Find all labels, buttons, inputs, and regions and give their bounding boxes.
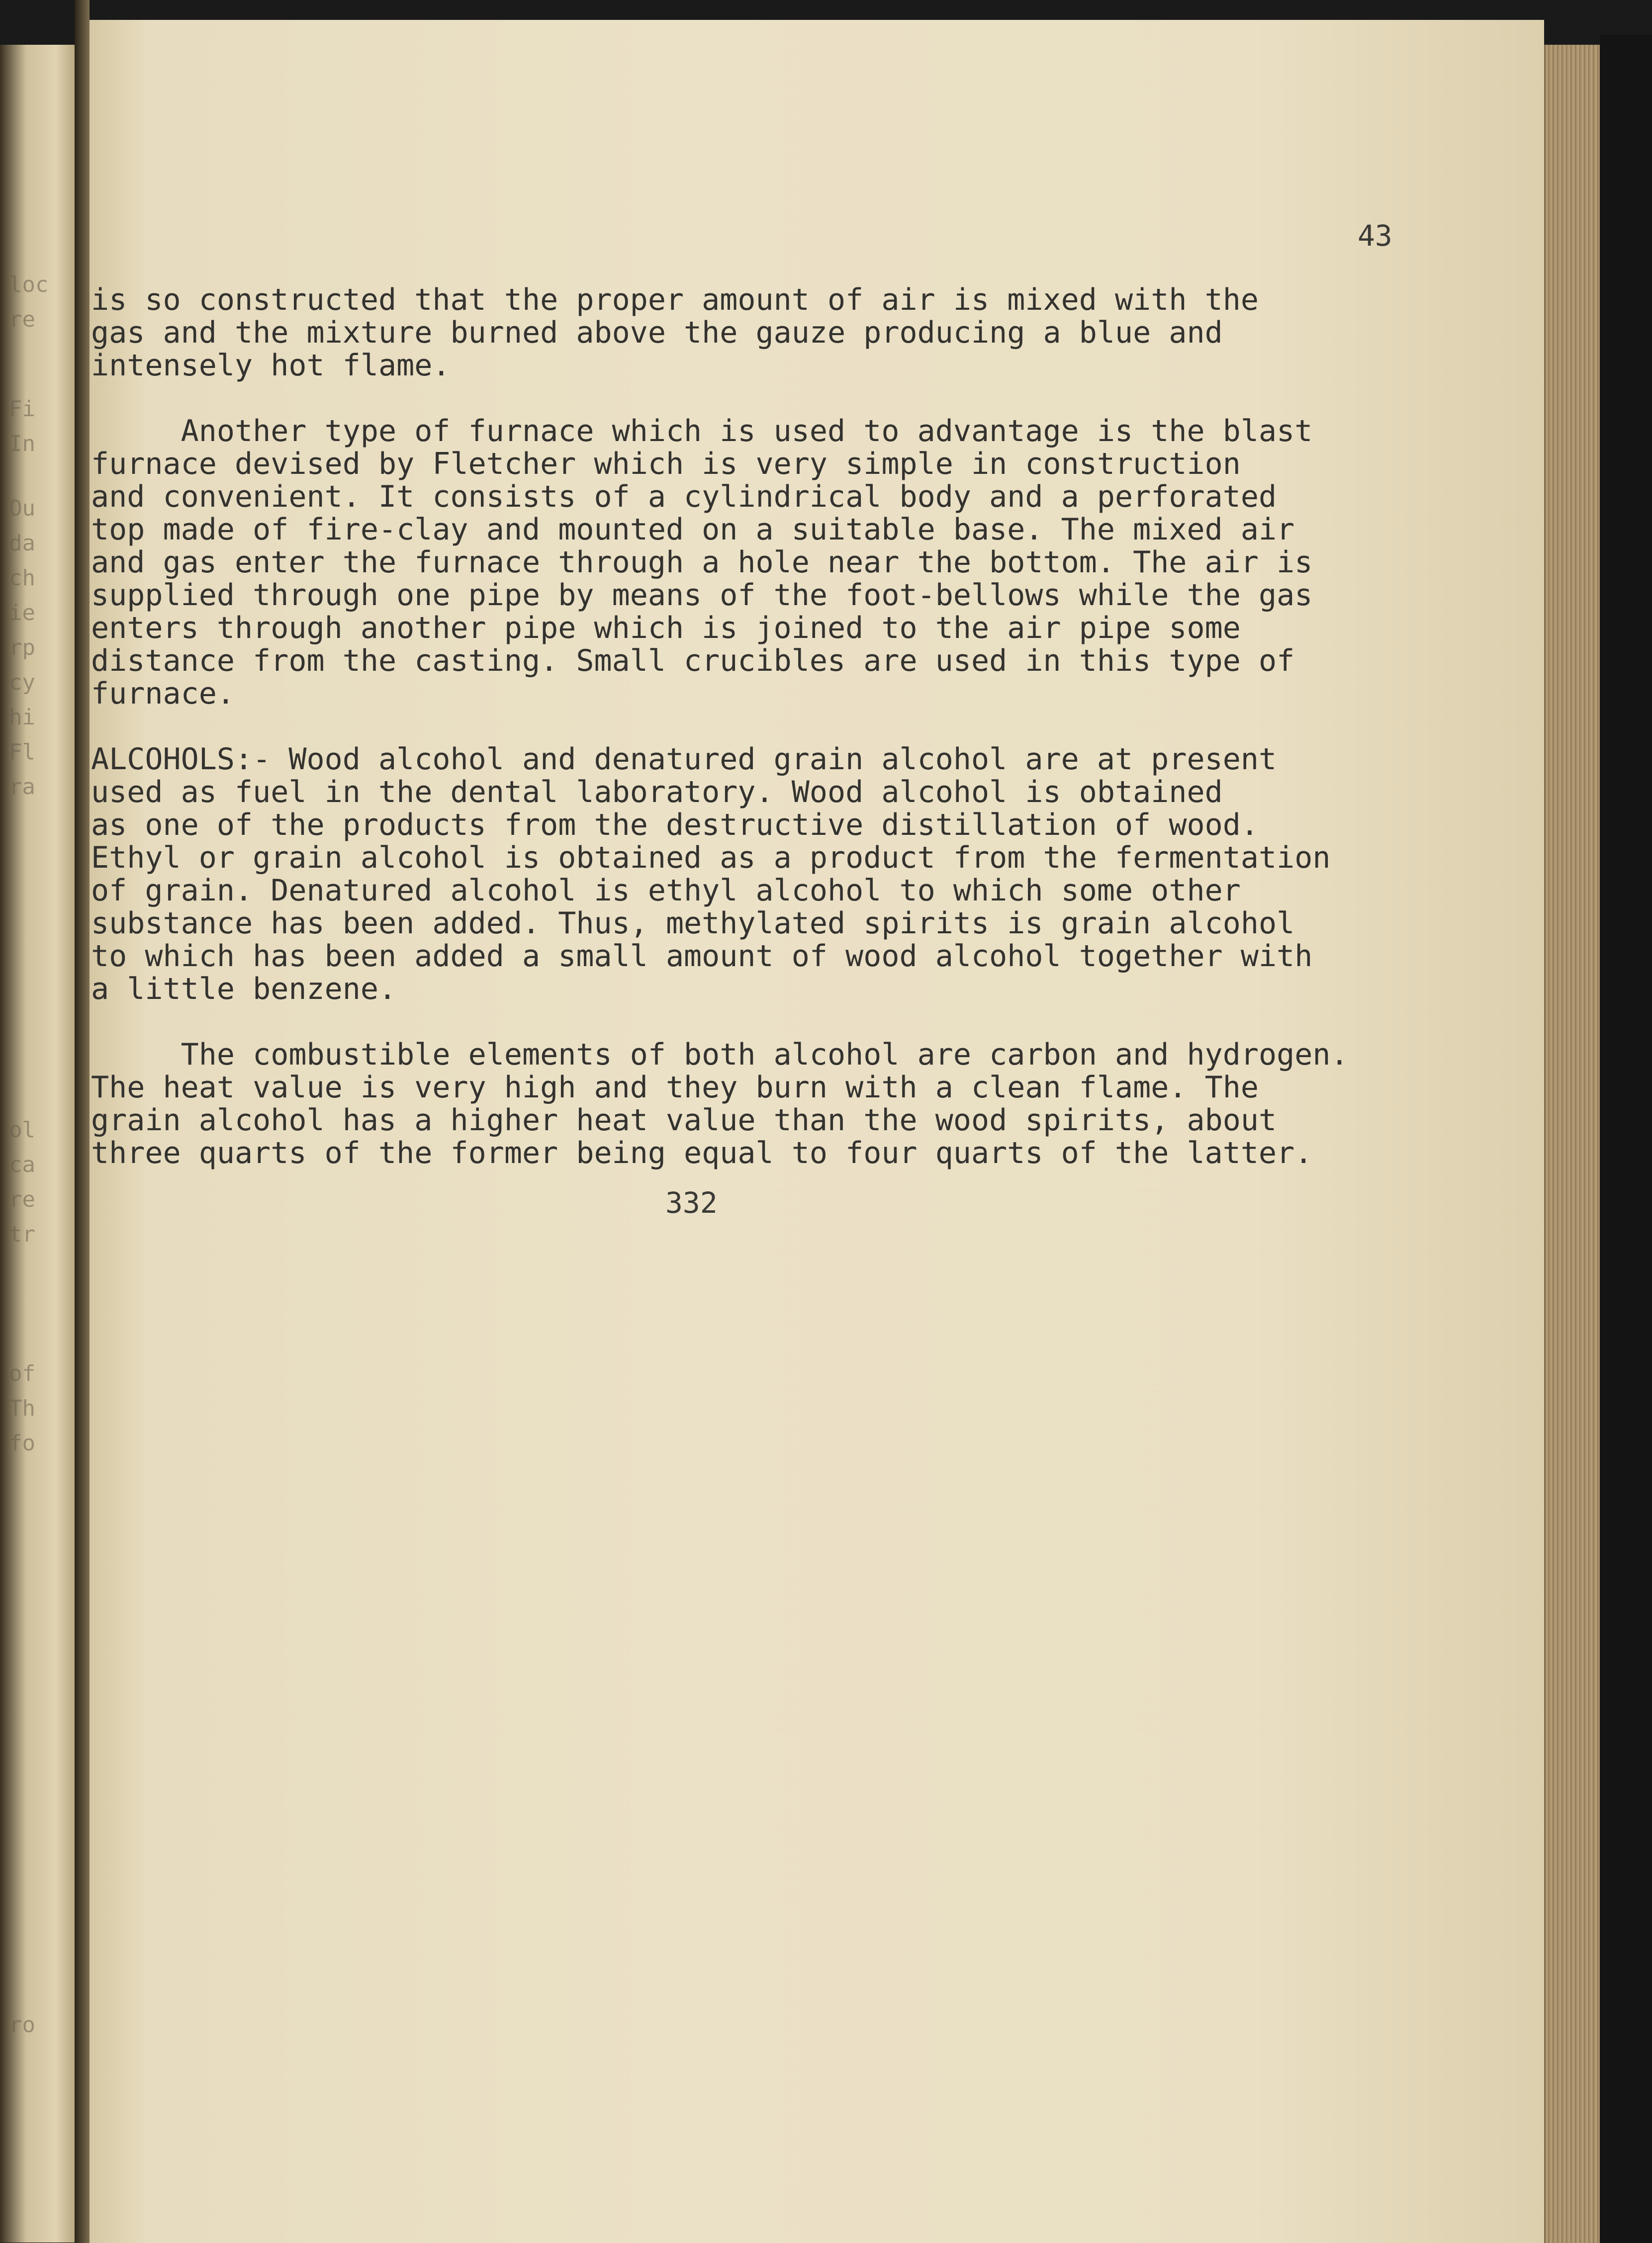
text-line: Ethyl or grain alcohol is obtained as a product from the fermentation [91, 840, 1331, 875]
text-line: supplied through one pipe by means of the foot-bellows while the gas [91, 578, 1313, 613]
text-line: gas and the mixture burned above the gauze producing a blue and [91, 315, 1223, 350]
text-line: intensely hot flame. [91, 348, 451, 383]
bleed-fragment: of [9, 1361, 35, 1386]
text-line: furnace devised by Fletcher which is very simple in construction [91, 447, 1241, 481]
bleed-fragment: Ou [9, 496, 35, 521]
paragraph-alcohols [91, 743, 1483, 1005]
bleed-fragment: ca [9, 1152, 35, 1177]
bleed-fragment: ol [9, 1117, 35, 1143]
bleed-fragment: re [9, 1187, 35, 1212]
bleed-fragment: Th [9, 1396, 35, 1421]
bleed-fragment: ra [9, 774, 35, 800]
text-line: Another type of furnace which is used to advantage is the blast [91, 414, 1313, 449]
bleed-fragment: Fl [9, 739, 35, 765]
bleed-fragment: cy [9, 670, 35, 695]
text-line: grain alcohol has a higher heat value than the wood spirits, about [91, 1103, 1277, 1138]
bleed-fragment: fo [9, 1431, 35, 1456]
text-line: distance from the casting. Small crucibles are used in this type of [91, 643, 1295, 678]
text-line: a little benzene. [91, 972, 397, 1006]
bleed-fragment: hi [9, 705, 35, 730]
book-cover-edge [1600, 35, 1652, 2243]
paragraph-furnace-continued [91, 283, 1483, 382]
paragraph-blast-furnace [91, 415, 1483, 710]
bleed-fragment: rp [9, 635, 35, 660]
paragraph-gap [91, 1005, 1483, 1038]
page-stack-edge [1544, 45, 1601, 2243]
bleed-fragment: loc [9, 272, 49, 297]
text-line: substance has been added. Thus, methylated spirits is grain alcohol [91, 906, 1295, 941]
text-line: furnace. [91, 676, 235, 711]
bleed-fragment: ro [9, 2012, 35, 2038]
paragraph-gap [91, 710, 1483, 743]
text-line: to which has been added a small amount of wood alcohol together with [91, 939, 1313, 974]
bleed-fragment: tr [9, 1222, 35, 1247]
page-number: 43 [1358, 219, 1392, 253]
bleed-fragment: re [9, 307, 35, 332]
bleed-fragment: da [9, 531, 35, 556]
text-line: is so constructed that the proper amount of air is mixed with the [91, 282, 1259, 317]
left-page-edge [0, 45, 75, 2243]
text-line: enters through another pipe which is joined to the air pipe some [91, 611, 1241, 645]
text-line: as one of the products from the destructive distillation of wood. [91, 807, 1259, 842]
paragraph-combustible-elements [91, 1038, 1483, 1169]
text-line: and convenient. It consists of a cylindrical body and a perforated [91, 479, 1277, 514]
bleed-fragment: ie [9, 600, 35, 626]
text-line: and gas enter the furnace through a hole near the bottom. The air is [91, 545, 1313, 580]
paragraph-gap [91, 382, 1483, 415]
text-line: The heat value is very high and they burn with a clean flame. The [91, 1070, 1259, 1105]
bleed-fragment: ch [9, 565, 35, 591]
bleed-fragment: Fi [9, 396, 35, 422]
text-line: ALCOHOLS:- Wood alcohol and denatured grain alcohol are at present [91, 742, 1277, 777]
book-gutter [75, 0, 90, 2243]
text-line: used as fuel in the dental laboratory. Wood alcohol is obtained [91, 775, 1223, 809]
bleed-fragment: In [9, 431, 35, 456]
typewritten-text [91, 283, 1483, 1169]
text-line: top made of fire-clay and mounted on a suitable base. The mixed air [91, 512, 1295, 547]
text-line: of grain. Denatured alcohol is ethyl alcohol to which some other [91, 873, 1241, 908]
footer-number: 332 [665, 1186, 718, 1220]
text-line: three quarts of the former being equal to four quarts of the latter. [91, 1136, 1313, 1170]
text-line: The combustible elements of both alcohol are carbon and hydrogen. [91, 1037, 1349, 1072]
